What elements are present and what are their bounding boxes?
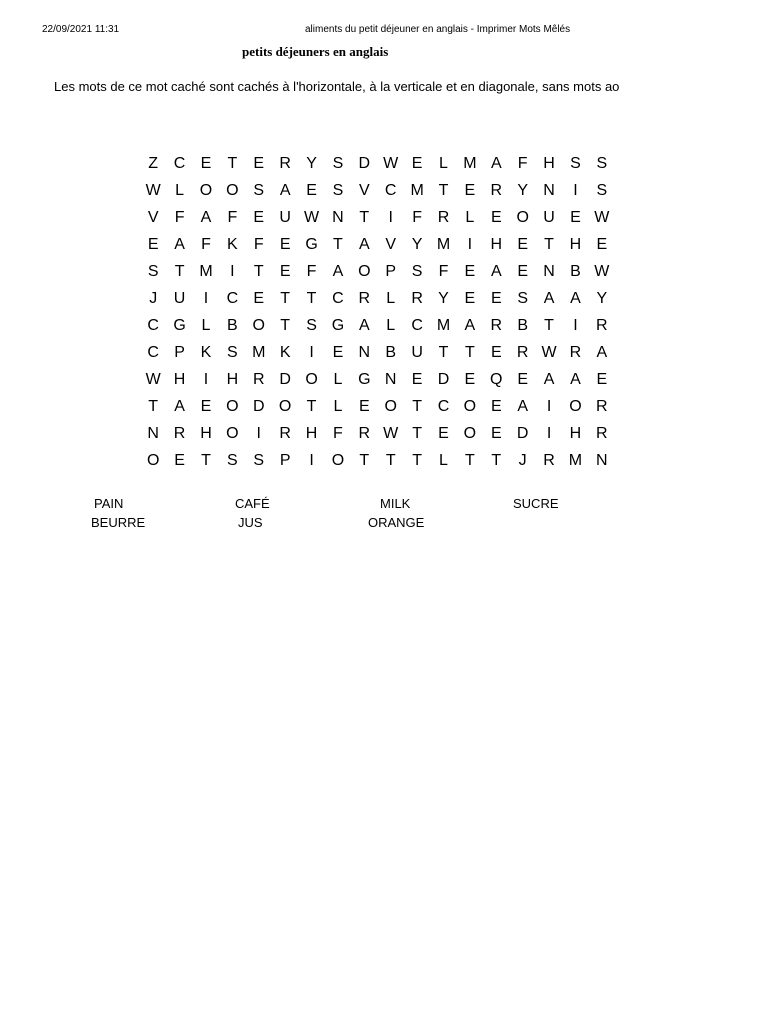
grid-cell: T <box>306 397 317 415</box>
grid-cell: C <box>226 289 239 307</box>
grid-cell: H <box>569 235 582 253</box>
grid-cell: H <box>490 235 503 253</box>
grid-cell: W <box>145 181 161 199</box>
grid-cell: U <box>543 208 555 226</box>
grid-cell: A <box>490 262 502 280</box>
grid-cell: I <box>546 397 552 415</box>
grid-cell: W <box>383 424 399 442</box>
grid-cell: T <box>412 451 422 469</box>
grid-cell: I <box>256 424 261 442</box>
grid-cell: S <box>306 316 317 334</box>
grid-cell: N <box>543 262 555 280</box>
instructions-text: Les mots de ce mot caché sont cachés à l'horizontale, à la verticale et en diagonale, sans mots ao <box>54 79 620 94</box>
grid-cell: E <box>358 397 370 415</box>
grid-cell: O <box>331 451 345 469</box>
page-header-datetime: 22/09/2021 11:31 <box>42 24 120 35</box>
grid-cell: J <box>149 289 158 307</box>
grid-cell: E <box>570 208 581 226</box>
grid-cell: O <box>305 370 318 388</box>
grid-cell: C <box>173 154 186 172</box>
grid-cell: O <box>226 397 239 415</box>
grid-cell: A <box>490 154 502 172</box>
grid-cell: S <box>253 181 265 199</box>
grid-cell: E <box>438 424 449 442</box>
grid-cell: E <box>411 154 423 172</box>
grid-cell: T <box>385 451 396 469</box>
grid-cell: F <box>306 262 317 280</box>
grid-cell: T <box>544 316 554 334</box>
grid-cell: E <box>279 262 291 280</box>
grid-cell: Z <box>148 154 159 172</box>
grid-cell: F <box>253 235 264 253</box>
grid-row <box>140 258 668 285</box>
grid-cell: A <box>543 370 555 388</box>
grid-cell: E <box>517 235 528 253</box>
grid-cell: Q <box>490 370 503 388</box>
grid-cell: M <box>463 154 477 172</box>
grid-cell: E <box>253 208 265 226</box>
grid-cell: V <box>147 208 159 226</box>
grid-cell: N <box>384 370 397 388</box>
grid-cell: A <box>332 262 344 280</box>
word-item: PAIN <box>94 496 124 511</box>
grid-row <box>140 420 668 447</box>
grid-cell: H <box>173 370 186 388</box>
grid-cell: T <box>174 262 185 280</box>
grid-cell: H <box>200 424 212 442</box>
grid-cell: M <box>252 343 266 361</box>
grid-cell: E <box>464 370 476 388</box>
grid-cell: O <box>146 451 160 469</box>
grid-cell: O <box>463 424 477 442</box>
grid-cell: T <box>412 397 422 415</box>
grid-cell: C <box>147 343 159 361</box>
grid-cell: K <box>200 343 212 361</box>
grid-cell: T <box>544 235 554 253</box>
grid-cell: I <box>388 208 393 226</box>
grid-cell: F <box>201 235 211 253</box>
grid-row <box>140 150 668 177</box>
grid-row <box>140 312 668 339</box>
grid-cell: D <box>516 424 529 442</box>
grid-cell: E <box>596 235 608 253</box>
grid-cell: F <box>227 208 238 226</box>
grid-cell: Y <box>411 235 423 253</box>
grid-cell: Y <box>596 289 608 307</box>
word-search-grid <box>140 150 668 474</box>
grid-cell: W <box>594 208 610 226</box>
grid-cell: S <box>227 451 238 469</box>
grid-cell: S <box>227 343 238 361</box>
grid-cell: M <box>568 451 583 469</box>
grid-cell: R <box>596 316 608 334</box>
grid-cell: U <box>411 343 423 361</box>
grid-cell: M <box>199 262 213 280</box>
grid-cell: L <box>333 397 343 415</box>
grid-cell: R <box>279 154 291 172</box>
grid-cell: E <box>517 262 528 280</box>
grid-cell: E <box>517 370 528 388</box>
grid-cell: D <box>358 154 371 172</box>
grid-cell: I <box>309 451 314 469</box>
grid-cell: H <box>226 370 239 388</box>
grid-cell: R <box>358 424 371 442</box>
grid-row <box>140 366 668 393</box>
grid-cell: R <box>569 343 582 361</box>
grid-cell: R <box>516 343 529 361</box>
grid-cell: N <box>147 424 159 442</box>
grid-cell: E <box>253 154 265 172</box>
grid-cell: O <box>569 397 582 415</box>
grid-cell: T <box>359 451 370 469</box>
grid-cell: H <box>305 424 318 442</box>
grid-cell: P <box>279 451 291 469</box>
grid-cell: Y <box>517 181 528 199</box>
grid-cell: E <box>464 289 476 307</box>
grid-cell: A <box>543 289 555 307</box>
grid-cell: T <box>201 451 211 469</box>
grid-row <box>140 447 668 474</box>
grid-cell: E <box>174 451 185 469</box>
grid-cell: S <box>411 262 423 280</box>
grid-cell: L <box>439 154 448 172</box>
page-header-title: aliments du petit déjeuner en anglais - Imprimer Mots Mêlés <box>305 24 571 35</box>
grid-cell: I <box>467 235 473 253</box>
grid-cell: W <box>383 154 399 172</box>
grid-cell: E <box>490 343 502 361</box>
grid-row <box>140 285 668 312</box>
grid-cell: Y <box>306 154 317 172</box>
grid-cell: A <box>279 181 291 199</box>
grid-cell: B <box>227 316 238 334</box>
grid-cell: O <box>516 208 529 226</box>
word-item: CAFÉ <box>235 496 270 511</box>
word-item: JUS <box>238 515 263 530</box>
grid-cell: T <box>148 397 159 415</box>
grid-cell: T <box>438 181 449 199</box>
grid-cell: S <box>147 262 159 280</box>
grid-cell: L <box>201 316 211 334</box>
word-item: MILK <box>380 496 411 511</box>
grid-cell: I <box>573 316 578 334</box>
grid-cell: O <box>226 181 239 199</box>
grid-cell: I <box>546 424 552 442</box>
grid-cell: I <box>230 262 235 280</box>
grid-row <box>140 231 668 258</box>
grid-cell: E <box>490 424 502 442</box>
grid-cell: F <box>517 154 528 172</box>
grid-cell: L <box>386 316 396 334</box>
grid-cell: R <box>490 181 503 199</box>
grid-cell: T <box>227 154 238 172</box>
grid-cell: C <box>147 316 159 334</box>
grid-cell: E <box>490 289 502 307</box>
grid-cell: T <box>333 235 343 253</box>
grid-cell: L <box>465 208 475 226</box>
grid-cell: E <box>200 397 212 415</box>
grid-cell: E <box>490 208 502 226</box>
grid-cell: T <box>253 262 264 280</box>
grid-cell: L <box>386 289 396 307</box>
grid-cell: B <box>517 316 528 334</box>
grid-cell: M <box>436 316 451 334</box>
grid-cell: S <box>332 154 344 172</box>
grid-cell: T <box>280 289 291 307</box>
grid-cell: B <box>570 262 581 280</box>
grid-cell: V <box>385 235 397 253</box>
grid-cell: E <box>332 343 344 361</box>
grid-cell: N <box>543 181 555 199</box>
grid-cell: C <box>384 181 397 199</box>
grid-cell: A <box>464 316 476 334</box>
grid-cell: E <box>464 181 476 199</box>
grid-cell: U <box>173 289 186 307</box>
grid-cell: A <box>174 235 185 253</box>
grid-cell: M <box>410 181 424 199</box>
grid-cell: R <box>173 424 186 442</box>
grid-cell: N <box>358 343 371 361</box>
grid-cell: S <box>596 181 608 199</box>
grid-cell: F <box>174 208 185 226</box>
word-item: ORANGE <box>368 515 425 530</box>
grid-row <box>140 204 668 231</box>
grid-cell: A <box>358 316 370 334</box>
grid-cell: G <box>305 235 318 253</box>
grid-cell: A <box>596 343 608 361</box>
grid-row <box>140 393 668 420</box>
grid-cell: H <box>569 424 582 442</box>
grid-cell: A <box>570 289 581 307</box>
grid-cell: G <box>173 316 186 334</box>
grid-cell: S <box>253 451 265 469</box>
grid-cell: O <box>199 181 213 199</box>
grid-cell: R <box>596 397 608 415</box>
grid-cell: E <box>253 289 265 307</box>
grid-cell: F <box>333 424 343 442</box>
grid-cell: W <box>303 208 320 226</box>
grid-cell: N <box>332 208 344 226</box>
grid-cell: D <box>252 397 265 415</box>
grid-cell: O <box>384 397 397 415</box>
grid-cell: V <box>358 181 370 199</box>
word-item: SUCRE <box>513 496 559 511</box>
grid-cell: L <box>439 451 448 469</box>
grid-cell: R <box>543 451 555 469</box>
grid-cell: P <box>174 343 185 361</box>
grid-cell: T <box>464 343 475 361</box>
grid-cell: W <box>594 262 610 280</box>
grid-cell: E <box>596 370 608 388</box>
grid-cell: I <box>203 370 209 388</box>
grid-cell: G <box>331 316 345 334</box>
grid-cell: C <box>332 289 344 307</box>
word-item: BEURRE <box>91 515 146 530</box>
page-title: petits déjeuners en anglais <box>242 44 389 59</box>
grid-cell: S <box>332 181 344 199</box>
grid-cell: C <box>437 397 450 415</box>
grid-cell: O <box>463 397 477 415</box>
grid-cell: H <box>543 154 555 172</box>
grid-cell: D <box>279 370 291 388</box>
grid-cell: K <box>279 343 291 361</box>
grid-cell: G <box>358 370 371 388</box>
grid-cell: E <box>464 262 476 280</box>
grid-cell: U <box>279 208 291 226</box>
grid-cell: B <box>385 343 397 361</box>
grid-cell: Y <box>438 289 449 307</box>
grid-cell: R <box>596 424 608 442</box>
grid-cell: D <box>437 370 450 388</box>
grid-cell: A <box>200 208 212 226</box>
grid-cell: T <box>491 451 502 469</box>
grid-cell: E <box>411 370 423 388</box>
grid-cell: L <box>175 181 185 199</box>
grid-cell: S <box>570 154 581 172</box>
grid-cell: R <box>252 370 265 388</box>
grid-cell: R <box>490 316 503 334</box>
grid-cell: P <box>385 262 397 280</box>
grid-cell: R <box>437 208 450 226</box>
grid-cell: T <box>359 208 370 226</box>
grid-cell: L <box>333 370 343 388</box>
grid-cell: T <box>412 424 422 442</box>
grid-cell: T <box>438 343 449 361</box>
grid-cell: I <box>203 289 209 307</box>
grid-cell: T <box>306 289 317 307</box>
grid-cell: A <box>358 235 370 253</box>
grid-cell: R <box>411 289 423 307</box>
grid-cell: O <box>278 397 292 415</box>
grid-cell: E <box>200 154 212 172</box>
grid-cell: I <box>309 343 314 361</box>
grid-cell: S <box>596 154 608 172</box>
grid-cell: I <box>573 181 578 199</box>
grid-cell: A <box>517 397 528 415</box>
grid-cell: O <box>252 316 265 334</box>
grid-cell: R <box>358 289 371 307</box>
grid-cell: F <box>412 208 422 226</box>
grid-cell: J <box>518 451 527 469</box>
grid-cell: K <box>227 235 238 253</box>
grid-cell: O <box>358 262 371 280</box>
grid-cell: W <box>145 370 161 388</box>
grid-row <box>140 339 668 366</box>
grid-cell: M <box>436 235 451 253</box>
grid-cell: T <box>464 451 475 469</box>
grid-cell: R <box>279 424 291 442</box>
grid-cell: A <box>174 397 185 415</box>
grid-cell: E <box>279 235 291 253</box>
grid-cell: F <box>438 262 449 280</box>
grid-cell: T <box>280 316 291 334</box>
grid-cell: E <box>147 235 159 253</box>
grid-cell: N <box>596 451 608 469</box>
grid-cell: E <box>490 397 502 415</box>
grid-cell: W <box>541 343 557 361</box>
grid-cell: O <box>226 424 239 442</box>
grid-cell: S <box>517 289 528 307</box>
grid-row <box>140 177 668 204</box>
grid-cell: A <box>570 370 581 388</box>
grid-cell: C <box>411 316 423 334</box>
grid-cell: E <box>306 181 317 199</box>
